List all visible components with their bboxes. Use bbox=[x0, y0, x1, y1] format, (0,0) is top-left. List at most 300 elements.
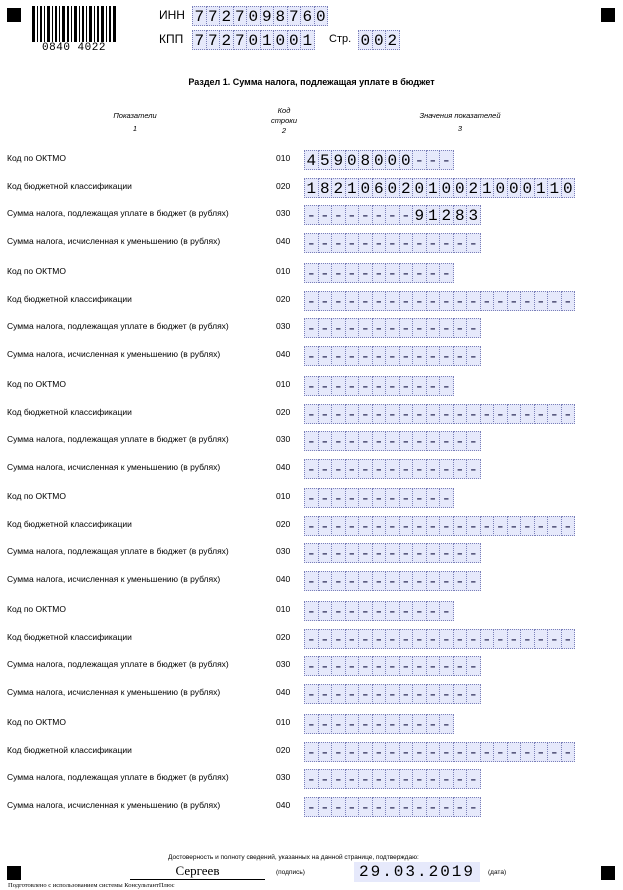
digit-cell: - bbox=[345, 263, 360, 283]
digit-cell: - bbox=[385, 291, 400, 311]
digit-cell: - bbox=[399, 797, 414, 817]
digit-cell: - bbox=[399, 714, 414, 734]
digit-cell: - bbox=[318, 797, 333, 817]
row-code-oktmo: 010 bbox=[276, 379, 291, 389]
digit-cell: - bbox=[304, 233, 319, 253]
digit-cell: - bbox=[345, 543, 360, 563]
value-cells-sum_pay bbox=[304, 205, 480, 225]
row-code-sum_pay: 030 bbox=[276, 434, 291, 444]
digit-cell: - bbox=[439, 769, 454, 789]
digit-cell: - bbox=[304, 431, 319, 451]
row-label-kbk: Код бюджетной классификации bbox=[7, 745, 132, 755]
digit-cell: - bbox=[466, 318, 481, 338]
kpp-label: КПП bbox=[159, 32, 184, 46]
digit-cell: - bbox=[426, 318, 441, 338]
digit-cell: - bbox=[453, 459, 468, 479]
digit-cell: - bbox=[399, 742, 414, 762]
digit-cell: 8 bbox=[273, 6, 288, 26]
digit-cell: - bbox=[547, 404, 562, 424]
row-code-oktmo: 010 bbox=[276, 604, 291, 614]
digit-cell: - bbox=[507, 629, 522, 649]
digit-cell: - bbox=[439, 459, 454, 479]
digit-cell: - bbox=[520, 404, 535, 424]
digit-cell: 1 bbox=[547, 178, 562, 198]
digit-cell: 0 bbox=[412, 178, 427, 198]
digit-cell: - bbox=[331, 656, 346, 676]
digit-cell: - bbox=[318, 543, 333, 563]
digit-cell: - bbox=[304, 601, 319, 621]
digit-cell: - bbox=[372, 233, 387, 253]
digit-cell: - bbox=[372, 629, 387, 649]
digit-cell: - bbox=[372, 404, 387, 424]
row-label-sum_pay: Сумма налога, подлежащая уплате в бюджет (в рублях) bbox=[7, 772, 229, 782]
signature-label: (подпись) bbox=[276, 869, 305, 876]
digit-cell: - bbox=[304, 684, 319, 704]
digit-cell: - bbox=[439, 376, 454, 396]
digit-cell: 7 bbox=[206, 6, 221, 26]
digit-cell: - bbox=[453, 431, 468, 451]
digit-cell: 1 bbox=[304, 178, 319, 198]
digit-cell: - bbox=[426, 488, 441, 508]
digit-cell: - bbox=[345, 459, 360, 479]
digit-cell: - bbox=[412, 291, 427, 311]
value-cells-oktmo bbox=[304, 150, 453, 170]
digit-cell: - bbox=[385, 656, 400, 676]
digit-cell: - bbox=[453, 233, 468, 253]
digit-cell: - bbox=[466, 571, 481, 591]
digit-cell: - bbox=[547, 516, 562, 536]
digit-cell: - bbox=[439, 516, 454, 536]
digit-cell: 0 bbox=[385, 150, 400, 170]
digit-cell: 3 bbox=[466, 205, 481, 225]
signer-name: Сергеев bbox=[130, 863, 265, 880]
digit-cell: - bbox=[318, 571, 333, 591]
digit-cell: - bbox=[372, 714, 387, 734]
digit-cell: 1 bbox=[426, 205, 441, 225]
digit-cell: - bbox=[453, 291, 468, 311]
digit-cell: - bbox=[345, 233, 360, 253]
digit-cell: - bbox=[304, 714, 319, 734]
digit-cell: - bbox=[372, 601, 387, 621]
digit-cell: - bbox=[426, 346, 441, 366]
digit-cell: - bbox=[466, 516, 481, 536]
digit-cell: - bbox=[412, 742, 427, 762]
value-cells-oktmo bbox=[304, 601, 453, 621]
digit-cell: - bbox=[426, 543, 441, 563]
digit-cell: - bbox=[453, 346, 468, 366]
digit-cell: - bbox=[399, 205, 414, 225]
digit-cell: - bbox=[412, 431, 427, 451]
digit-cell: - bbox=[331, 543, 346, 563]
row-code-oktmo: 010 bbox=[276, 266, 291, 276]
digit-cell: - bbox=[439, 346, 454, 366]
digit-cell: - bbox=[426, 742, 441, 762]
row-code-oktmo: 010 bbox=[276, 153, 291, 163]
digit-cell: - bbox=[304, 629, 319, 649]
digit-cell: - bbox=[534, 629, 549, 649]
digit-cell: - bbox=[345, 601, 360, 621]
digit-cell: - bbox=[358, 376, 373, 396]
digit-cell: - bbox=[426, 404, 441, 424]
digit-cell: - bbox=[399, 233, 414, 253]
digit-cell: - bbox=[385, 431, 400, 451]
digit-cell: - bbox=[331, 233, 346, 253]
digit-cell: - bbox=[318, 742, 333, 762]
digit-cell: - bbox=[331, 376, 346, 396]
digit-cell: - bbox=[385, 714, 400, 734]
digit-cell: - bbox=[453, 543, 468, 563]
digit-cell: - bbox=[345, 488, 360, 508]
value-cells-sum_pay bbox=[304, 769, 480, 789]
digit-cell: - bbox=[399, 543, 414, 563]
digit-cell: - bbox=[345, 404, 360, 424]
digit-cell: - bbox=[493, 291, 508, 311]
digit-cell: - bbox=[345, 571, 360, 591]
digit-cell: - bbox=[507, 404, 522, 424]
digit-cell: - bbox=[453, 571, 468, 591]
digit-cell: - bbox=[372, 346, 387, 366]
corner-marker-bottom-left bbox=[7, 866, 21, 880]
digit-cell: - bbox=[507, 742, 522, 762]
digit-cell: - bbox=[493, 742, 508, 762]
digit-cell: - bbox=[520, 742, 535, 762]
digit-cell: - bbox=[318, 205, 333, 225]
digit-cell: - bbox=[345, 205, 360, 225]
digit-cell: - bbox=[520, 629, 535, 649]
digit-cell: - bbox=[439, 629, 454, 649]
digit-cell: - bbox=[412, 797, 427, 817]
digit-cell: - bbox=[372, 376, 387, 396]
digit-cell: 0 bbox=[453, 178, 468, 198]
digit-cell: - bbox=[426, 797, 441, 817]
digit-cell: - bbox=[453, 404, 468, 424]
digit-cell: - bbox=[318, 431, 333, 451]
digit-cell: 4 bbox=[304, 150, 319, 170]
row-code-kbk: 020 bbox=[276, 407, 291, 417]
digit-cell: - bbox=[358, 404, 373, 424]
corner-marker-top-left bbox=[7, 8, 21, 22]
digit-cell: - bbox=[345, 769, 360, 789]
row-code-sum_pay: 030 bbox=[276, 659, 291, 669]
digit-cell: - bbox=[412, 150, 427, 170]
digit-cell: - bbox=[358, 233, 373, 253]
digit-cell: - bbox=[439, 714, 454, 734]
digit-cell: - bbox=[318, 459, 333, 479]
row-label-sum_reduce: Сумма налога, исчисленная к уменьшению (в рублях) bbox=[7, 800, 221, 810]
digit-cell: 1 bbox=[345, 178, 360, 198]
digit-cell: - bbox=[399, 769, 414, 789]
row-code-sum_reduce: 040 bbox=[276, 236, 291, 246]
digit-cell: - bbox=[534, 516, 549, 536]
digit-cell: - bbox=[358, 459, 373, 479]
row-label-oktmo: Код по ОКТМО bbox=[7, 717, 66, 727]
digit-cell: - bbox=[304, 346, 319, 366]
digit-cell: - bbox=[493, 629, 508, 649]
digit-cell: - bbox=[372, 684, 387, 704]
digit-cell: - bbox=[331, 797, 346, 817]
digit-cell: - bbox=[399, 376, 414, 396]
digit-cell: - bbox=[358, 714, 373, 734]
row-code-sum_pay: 030 bbox=[276, 321, 291, 331]
digit-cell: - bbox=[331, 488, 346, 508]
digit-cell: - bbox=[385, 205, 400, 225]
digit-cell: - bbox=[399, 516, 414, 536]
digit-cell: 2 bbox=[219, 6, 234, 26]
digit-cell: - bbox=[439, 404, 454, 424]
digit-cell: - bbox=[493, 516, 508, 536]
digit-cell: - bbox=[412, 543, 427, 563]
row-code-sum_pay: 030 bbox=[276, 546, 291, 556]
digit-cell: - bbox=[480, 404, 495, 424]
digit-cell: - bbox=[318, 263, 333, 283]
digit-cell: - bbox=[304, 205, 319, 225]
digit-cell: 1 bbox=[300, 30, 315, 50]
digit-cell: - bbox=[412, 233, 427, 253]
digit-cell: - bbox=[439, 601, 454, 621]
value-cells-sum_pay bbox=[304, 431, 480, 451]
digit-cell: - bbox=[507, 516, 522, 536]
digit-cell: - bbox=[318, 404, 333, 424]
digit-cell: 2 bbox=[439, 205, 454, 225]
digit-cell: 5 bbox=[318, 150, 333, 170]
digit-cell: - bbox=[372, 571, 387, 591]
digit-cell: - bbox=[399, 656, 414, 676]
digit-cell: - bbox=[426, 150, 441, 170]
digit-cell: - bbox=[439, 656, 454, 676]
digit-cell: - bbox=[345, 376, 360, 396]
digit-cell: - bbox=[304, 797, 319, 817]
digit-cell: 0 bbox=[372, 30, 387, 50]
digit-cell: 7 bbox=[233, 30, 248, 50]
digit-cell: - bbox=[412, 571, 427, 591]
digit-cell: 2 bbox=[399, 178, 414, 198]
digit-cell: - bbox=[426, 714, 441, 734]
digit-cell: - bbox=[331, 404, 346, 424]
value-cells-kbk bbox=[304, 742, 574, 762]
digit-cell: - bbox=[331, 205, 346, 225]
digit-cell: - bbox=[385, 263, 400, 283]
digit-cell: 0 bbox=[561, 178, 576, 198]
digit-cell: - bbox=[304, 742, 319, 762]
barcode-image bbox=[32, 6, 116, 44]
digit-cell: - bbox=[399, 629, 414, 649]
digit-cell: - bbox=[547, 742, 562, 762]
value-cells-sum_pay bbox=[304, 318, 480, 338]
digit-cell: - bbox=[318, 684, 333, 704]
digit-cell: - bbox=[412, 346, 427, 366]
digit-cell: 7 bbox=[287, 6, 302, 26]
digit-cell: - bbox=[304, 318, 319, 338]
digit-cell: - bbox=[304, 376, 319, 396]
row-label-sum_pay: Сумма налога, подлежащая уплате в бюджет (в рублях) bbox=[7, 659, 229, 669]
digit-cell: - bbox=[480, 742, 495, 762]
digit-cell: 0 bbox=[439, 178, 454, 198]
value-cells-sum_reduce bbox=[304, 797, 480, 817]
digit-cell: - bbox=[318, 656, 333, 676]
row-label-sum_reduce: Сумма налога, исчисленная к уменьшению (в рублях) bbox=[7, 349, 221, 359]
digit-cell: - bbox=[385, 769, 400, 789]
value-cells-sum_pay bbox=[304, 656, 480, 676]
digit-cell: - bbox=[466, 431, 481, 451]
value-cells-sum_reduce bbox=[304, 459, 480, 479]
digit-cell: - bbox=[358, 318, 373, 338]
row-code-sum_pay: 030 bbox=[276, 772, 291, 782]
value-cells-sum_reduce bbox=[304, 233, 480, 253]
digit-cell: - bbox=[547, 629, 562, 649]
digit-cell: - bbox=[385, 233, 400, 253]
row-code-sum_reduce: 040 bbox=[276, 687, 291, 697]
digit-cell: 0 bbox=[314, 6, 329, 26]
row-label-sum_reduce: Сумма налога, исчисленная к уменьшению (в рублях) bbox=[7, 462, 221, 472]
digit-cell: - bbox=[534, 291, 549, 311]
confirm-text: Достоверность и полноту сведений, указанных на данной странице, подтверждаю: bbox=[168, 854, 419, 861]
row-code-kbk: 020 bbox=[276, 745, 291, 755]
digit-cell: - bbox=[318, 233, 333, 253]
digit-cell: - bbox=[318, 629, 333, 649]
digit-cell: - bbox=[372, 459, 387, 479]
digit-cell: 6 bbox=[300, 6, 315, 26]
page-cells bbox=[358, 30, 399, 50]
row-label-kbk: Код бюджетной классификации bbox=[7, 294, 132, 304]
digit-cell: - bbox=[318, 346, 333, 366]
digit-cell: - bbox=[412, 318, 427, 338]
digit-cell: - bbox=[372, 656, 387, 676]
row-label-oktmo: Код по ОКТМО bbox=[7, 266, 66, 276]
digit-cell: - bbox=[358, 205, 373, 225]
value-cells-oktmo bbox=[304, 714, 453, 734]
digit-cell: - bbox=[439, 263, 454, 283]
digit-cell: - bbox=[426, 233, 441, 253]
digit-cell: 9 bbox=[331, 150, 346, 170]
digit-cell: - bbox=[534, 404, 549, 424]
digit-cell: - bbox=[426, 629, 441, 649]
digit-cell: - bbox=[426, 263, 441, 283]
digit-cell: - bbox=[358, 543, 373, 563]
value-cells-kbk bbox=[304, 516, 574, 536]
value-cells-sum_reduce bbox=[304, 684, 480, 704]
digit-cell: 1 bbox=[260, 30, 275, 50]
digit-cell: - bbox=[453, 769, 468, 789]
digit-cell: - bbox=[345, 684, 360, 704]
digit-cell: - bbox=[345, 629, 360, 649]
digit-cell: - bbox=[345, 742, 360, 762]
col-header-indicators: Показатели 1 bbox=[113, 111, 157, 133]
digit-cell: 2 bbox=[219, 30, 234, 50]
digit-cell: - bbox=[426, 601, 441, 621]
digit-cell: - bbox=[399, 318, 414, 338]
digit-cell: 2 bbox=[466, 178, 481, 198]
row-label-oktmo: Код по ОКТМО bbox=[7, 379, 66, 389]
digit-cell: - bbox=[331, 769, 346, 789]
digit-cell: 2 bbox=[385, 30, 400, 50]
digit-cell: - bbox=[358, 684, 373, 704]
digit-cell: - bbox=[480, 291, 495, 311]
row-label-sum_reduce: Сумма налога, исчисленная к уменьшению (в рублях) bbox=[7, 236, 221, 246]
row-code-oktmo: 010 bbox=[276, 717, 291, 727]
digit-cell: - bbox=[318, 318, 333, 338]
digit-cell: - bbox=[304, 516, 319, 536]
digit-cell: - bbox=[412, 488, 427, 508]
digit-cell: - bbox=[399, 431, 414, 451]
digit-cell: - bbox=[385, 629, 400, 649]
row-label-sum_pay: Сумма налога, подлежащая уплате в бюджет (в рублях) bbox=[7, 321, 229, 331]
value-cells-sum_reduce bbox=[304, 571, 480, 591]
digit-cell: 1 bbox=[426, 178, 441, 198]
digit-cell: - bbox=[372, 205, 387, 225]
row-label-kbk: Код бюджетной классификации bbox=[7, 407, 132, 417]
digit-cell: - bbox=[385, 601, 400, 621]
digit-cell: 0 bbox=[246, 6, 261, 26]
digit-cell: - bbox=[426, 376, 441, 396]
digit-cell: - bbox=[453, 684, 468, 704]
digit-cell: - bbox=[331, 346, 346, 366]
digit-cell: - bbox=[345, 346, 360, 366]
col-header-code: Код строки 2 bbox=[271, 106, 297, 135]
digit-cell: - bbox=[372, 263, 387, 283]
digit-cell: - bbox=[466, 291, 481, 311]
digit-cell: 0 bbox=[273, 30, 288, 50]
digit-cell: - bbox=[399, 291, 414, 311]
digit-cell: - bbox=[439, 291, 454, 311]
digit-cell: - bbox=[331, 629, 346, 649]
digit-cell: - bbox=[439, 543, 454, 563]
value-cells-oktmo bbox=[304, 263, 453, 283]
digit-cell: - bbox=[412, 769, 427, 789]
digit-cell: - bbox=[466, 404, 481, 424]
row-label-kbk: Код бюджетной классификации bbox=[7, 181, 132, 191]
row-label-kbk: Код бюджетной классификации bbox=[7, 519, 132, 529]
digit-cell: - bbox=[480, 629, 495, 649]
digit-cell: - bbox=[412, 516, 427, 536]
digit-cell: 0 bbox=[372, 150, 387, 170]
row-code-sum_reduce: 040 bbox=[276, 574, 291, 584]
digit-cell: 9 bbox=[412, 205, 427, 225]
value-cells-oktmo bbox=[304, 376, 453, 396]
digit-cell: - bbox=[345, 431, 360, 451]
digit-cell: - bbox=[372, 318, 387, 338]
digit-cell: 0 bbox=[507, 178, 522, 198]
corner-marker-top-right bbox=[601, 8, 615, 22]
digit-cell: - bbox=[466, 684, 481, 704]
digit-cell: - bbox=[426, 459, 441, 479]
digit-cell: - bbox=[439, 797, 454, 817]
digit-cell: - bbox=[466, 346, 481, 366]
digit-cell: - bbox=[412, 404, 427, 424]
digit-cell: - bbox=[399, 684, 414, 704]
digit-cell: - bbox=[439, 488, 454, 508]
digit-cell: - bbox=[412, 601, 427, 621]
digit-cell: - bbox=[439, 684, 454, 704]
value-cells-kbk bbox=[304, 178, 574, 198]
digit-cell: - bbox=[466, 769, 481, 789]
digit-cell: - bbox=[453, 629, 468, 649]
digit-cell: - bbox=[372, 742, 387, 762]
digit-cell: - bbox=[493, 404, 508, 424]
digit-cell: - bbox=[358, 516, 373, 536]
row-label-sum_reduce: Сумма налога, исчисленная к уменьшению (в рублях) bbox=[7, 574, 221, 584]
digit-cell: - bbox=[385, 684, 400, 704]
row-label-oktmo: Код по ОКТМО bbox=[7, 153, 66, 163]
digit-cell: - bbox=[426, 571, 441, 591]
digit-cell: 8 bbox=[358, 150, 373, 170]
digit-cell: - bbox=[385, 404, 400, 424]
digit-cell: - bbox=[331, 742, 346, 762]
row-label-oktmo: Код по ОКТМО bbox=[7, 604, 66, 614]
digit-cell: - bbox=[399, 601, 414, 621]
row-code-oktmo: 010 bbox=[276, 491, 291, 501]
col-header-values: Значения показателей 3 bbox=[419, 111, 501, 133]
digit-cell: - bbox=[345, 516, 360, 536]
